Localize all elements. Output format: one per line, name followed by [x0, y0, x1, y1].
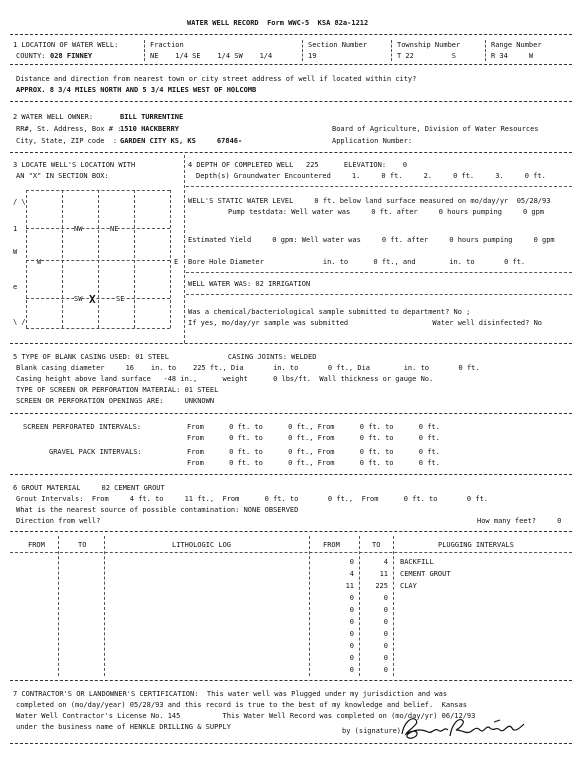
distance-question: Distance and direction from nearest town or city street address of well if located within city?: [16, 75, 417, 83]
screen-openings: SCREEN OR PERFORATION OPENINGS ARE: UNKNOWN: [16, 397, 215, 405]
divider: [302, 40, 303, 61]
plug-from: 11: [345, 582, 354, 590]
township-value: T 22 S: [397, 52, 457, 60]
township-label: Township Number: [397, 41, 461, 49]
map-west: W: [13, 248, 18, 256]
plugging-header: PLUGGING INTERVALS: [438, 541, 514, 549]
divider: [186, 272, 572, 273]
quadrant-ne: NE: [110, 225, 119, 233]
gravel-intervals-label: GRAVEL PACK INTERVALS:: [49, 448, 142, 456]
divider: [186, 294, 572, 295]
locate-label: 3 LOCATE WELL'S LOCATION WITH: [13, 161, 136, 169]
county-label: COUNTY:: [16, 52, 46, 60]
screen-material: TYPE OF SCREEN OR PERFORATION MATERIAL: 01 STEEL: [16, 386, 219, 394]
form-title: WATER WELL RECORD Form WWC-5 KSA 82a-1212: [187, 19, 369, 27]
log-to-header: TO: [78, 541, 87, 549]
divider: [10, 34, 572, 35]
plug-from: 0: [349, 618, 354, 626]
casing-height: Casing height above land surface -48 in., weight 0 lbs/ft. Wall thickness or gauge No.: [16, 375, 434, 383]
plug-from: 0: [349, 630, 354, 638]
distance-answer: APPROX. 8 3/4 MILES NORTH AND 5 3/4 MILES WEST OF HOLCOMB: [16, 86, 257, 94]
log-from-header: FROM: [28, 541, 45, 549]
board-text: Board of Agriculture, Division of Water Resources: [332, 125, 539, 133]
gravel-interval-row: From 0 ft. to 0 ft., From 0 ft. to 0 ft.: [187, 448, 440, 456]
plug-to: 0: [383, 630, 388, 638]
divider: [10, 64, 572, 65]
owner-name: BILL TURRENTINE: [120, 113, 184, 121]
divider: [393, 536, 394, 676]
certification-line-3: Water Well Contractor's License No. 145 This Water Well Record was completed on (mo/day/yr) 06/12/93: [16, 712, 476, 720]
direction-from-well: Direction from well?: [16, 517, 101, 525]
plug-to-header: TO: [372, 541, 381, 549]
divider: [359, 536, 360, 676]
map-west-letter: W: [37, 258, 42, 266]
screen-interval-row: From 0 ft. to 0 ft., From 0 ft. to 0 ft.: [187, 434, 440, 442]
application-number: Application Number:: [332, 137, 413, 145]
screen-intervals-label: SCREEN PERFORATED INTERVALS:: [23, 423, 142, 431]
map-east: E: [174, 258, 179, 266]
plug-to: 225: [375, 582, 388, 590]
divider: [10, 531, 572, 532]
grout-intervals: Grout Intervals: From 4 ft. to 11 ft., From 0 ft. to 0 ft., From 0 ft. to 0 ft.: [16, 495, 489, 503]
plug-desc: CEMENT GROUT: [400, 570, 451, 578]
estimated-yield: Estimated Yield 0 gpm: Well water was 0 ft. after 0 hours pumping 0 gpm: [188, 236, 555, 244]
well-water-use: WELL WATER WAS: 02 IRRIGATION: [188, 280, 311, 288]
divider: [144, 40, 145, 61]
plug-to: 0: [383, 654, 388, 662]
pump-testdata: Pump testdata: Well water was 0 ft. after 0 hours pumping 0 gpm: [228, 208, 545, 216]
plug-from-header: FROM: [323, 541, 340, 549]
depth-line: 4 DEPTH OF COMPLETED WELL 225 ELEVATION: 0: [188, 161, 408, 169]
plug-to: 0: [383, 594, 388, 602]
contamination-source: What is the nearest source of possible contamination: NONE OBSERVED: [16, 506, 299, 514]
owner-label: 2 WATER WELL OWNER:: [13, 113, 94, 121]
sample-question: Was a chemical/bacteriological sample submitted to department? No ;: [188, 308, 471, 316]
city-label: City, State, ZIP code :: [16, 137, 118, 145]
plug-from: 4: [349, 570, 354, 578]
map-slash-top: / \: [13, 198, 26, 206]
divider: [309, 536, 310, 676]
locate-label-2: AN "X" IN SECTION BOX:: [16, 172, 109, 180]
divider: [10, 743, 572, 744]
section-label: Section Number: [308, 41, 368, 49]
casing-type: 5 TYPE OF BLANK CASING USED: 01 STEEL CASING JOINTS: WELDED: [13, 353, 317, 361]
quadrant-nw: NW: [74, 225, 83, 233]
groundwater-line: Depth(s) Groundwater Encountered 1. 0 ft. 2. 0 ft. 3. 0 ft.: [196, 172, 546, 180]
address-value: 1510 HACKBERRY: [120, 125, 180, 133]
plug-from: 0: [349, 558, 354, 566]
bore-hole: Bore Hole Diameter in. to 0 ft., and in. to 0 ft.: [188, 258, 526, 266]
screen-interval-row: From 0 ft. to 0 ft., From 0 ft. to 0 ft.: [187, 423, 440, 431]
signature-icon: [398, 712, 530, 742]
plug-to: 0: [383, 618, 388, 626]
plug-to: 11: [379, 570, 388, 578]
location-label: 1 LOCATION OF WATER WELL:: [13, 41, 119, 49]
plug-to: 4: [383, 558, 388, 566]
divider: [10, 680, 572, 681]
section-value: 19: [308, 52, 317, 60]
plug-to: 0: [383, 666, 388, 674]
plug-desc: CLAY: [400, 582, 417, 590]
divider: [10, 152, 572, 153]
fraction-values: NE 1/4 SE 1/4 SW 1/4: [150, 52, 273, 60]
divider: [10, 474, 572, 475]
divider: [186, 186, 572, 187]
static-level: WELL'S STATIC WATER LEVEL 0 ft. below land surface measured on mo/day/yr 05/28/93: [188, 197, 551, 205]
plug-from: 0: [349, 606, 354, 614]
map-north: 1: [13, 225, 18, 233]
lithologic-header: LITHOLOGIC LOG: [172, 541, 232, 549]
divider: [10, 552, 572, 553]
divider: [10, 343, 572, 344]
divider: [184, 155, 185, 343]
casing-diameter: Blank casing diameter 16 in. to 225 ft., Dia in. to 0 ft., Dia in. to 0 ft.: [16, 364, 480, 372]
address-label: RR#, St. Address, Box # :: [16, 125, 122, 133]
plug-to: 0: [383, 642, 388, 650]
range-label: Range Number: [491, 41, 542, 49]
range-value: R 34 W: [491, 52, 534, 60]
city-value: GARDEN CITY KS, KS 67846-: [120, 137, 243, 145]
divider: [10, 101, 572, 102]
plug-from: 0: [349, 654, 354, 662]
how-many-feet: How many feet? 0: [477, 517, 562, 525]
well-location-mark: X: [89, 293, 96, 306]
divider: [10, 413, 572, 414]
plug-from: 0: [349, 642, 354, 650]
county-value: 028 FINNEY: [50, 52, 93, 60]
plug-from: 0: [349, 666, 354, 674]
sample-date: If yes, mo/day/yr sample was submitted Water well disinfected? No: [188, 319, 543, 327]
divider: [485, 40, 486, 61]
quadrant-se: SE: [116, 295, 125, 303]
signature-label: by (signature): [342, 727, 402, 735]
certification-line-4: under the business name of HENKLE DRILLING & SUPPLY: [16, 723, 231, 731]
plug-to: 0: [383, 606, 388, 614]
grout-material: 6 GROUT MATERIAL 02 CEMENT GROUT: [13, 484, 165, 492]
signature: [398, 712, 530, 744]
certification-line-2: completed on (mo/day/year) 05/28/93 and this record is true to the best of my knowledge and belief. Kansas: [16, 701, 467, 709]
plug-desc: BACKFILL: [400, 558, 434, 566]
map-south: e: [13, 283, 18, 291]
divider: [391, 40, 392, 61]
quadrant-sw: SW: [74, 295, 83, 303]
plug-from: 0: [349, 594, 354, 602]
gravel-interval-row: From 0 ft. to 0 ft., From 0 ft. to 0 ft.: [187, 459, 440, 467]
certification-line-1: 7 CONTRACTOR'S OR LANDOWNER'S CERTIFICATION: This water well was Plugged under my jurisdiction and was: [13, 690, 448, 698]
divider: [104, 536, 105, 676]
fraction-label: Fraction: [150, 41, 184, 49]
map-slash-bottom: \ /: [13, 318, 26, 326]
divider: [58, 536, 59, 676]
